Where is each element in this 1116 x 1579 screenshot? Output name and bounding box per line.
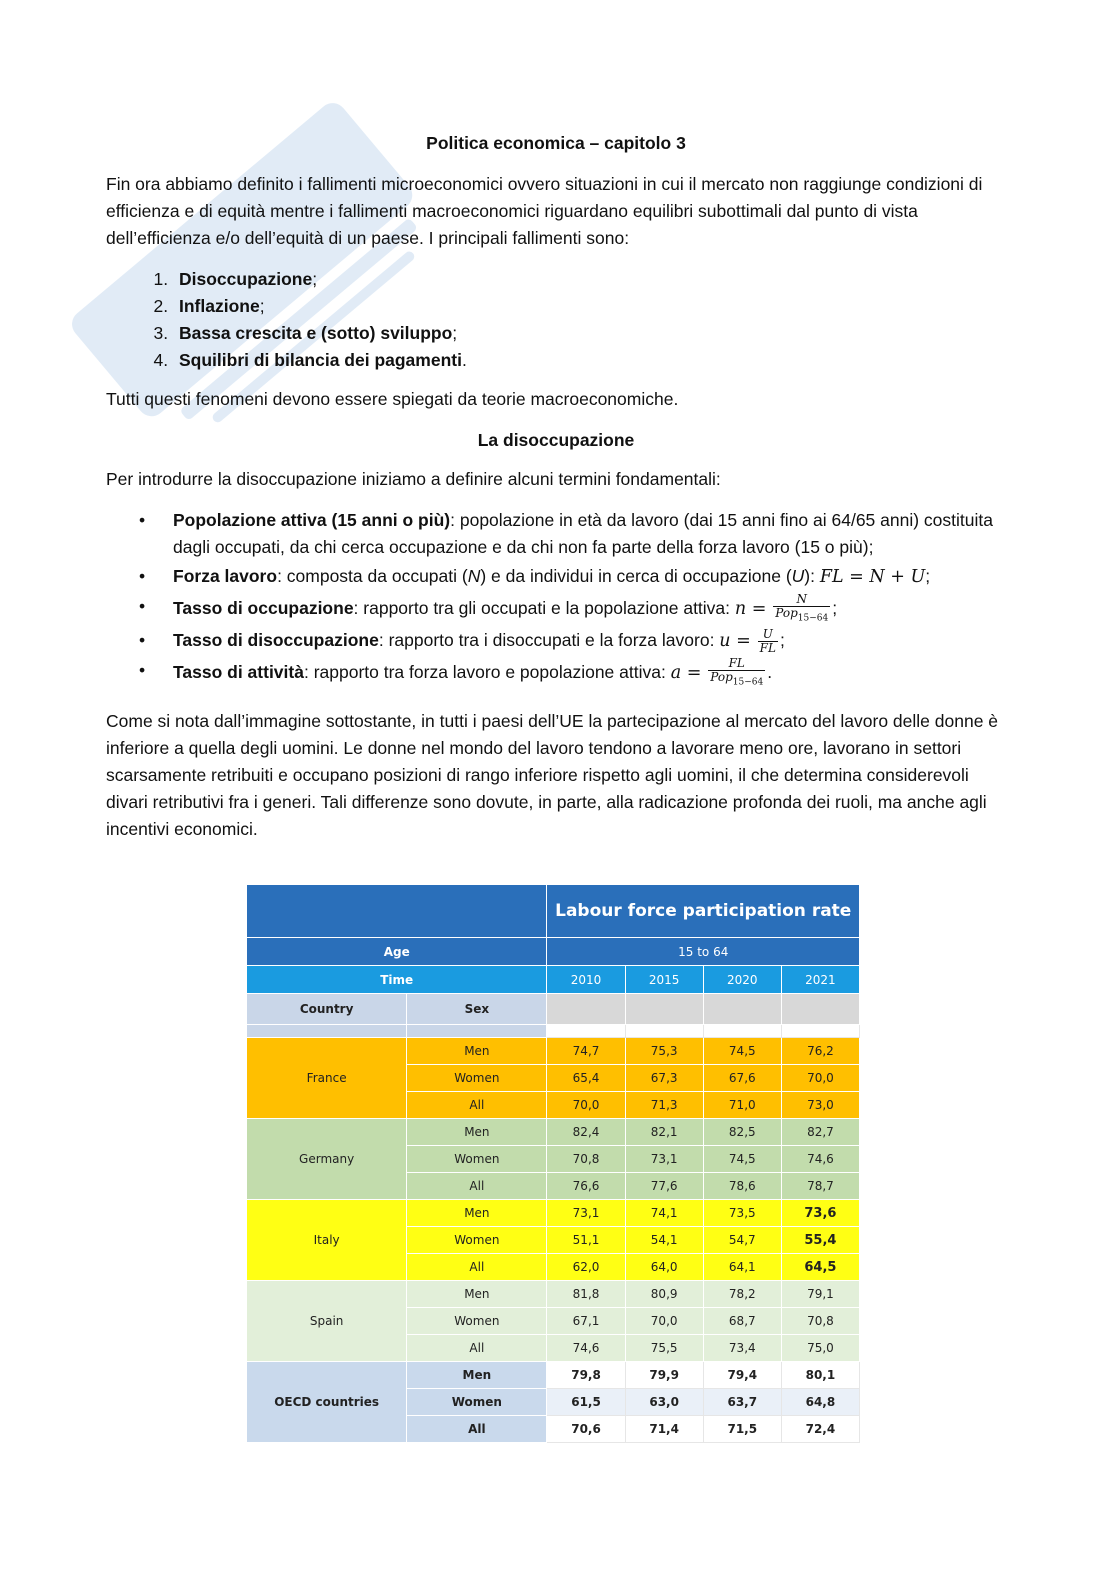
time-label: Time (247, 966, 547, 994)
value-cell: 74,1 (625, 1200, 703, 1227)
year-header: 2010 (547, 966, 625, 994)
value-cell: 64,8 (781, 1389, 859, 1416)
value-cell: 74,6 (547, 1335, 625, 1362)
value-cell: 82,4 (547, 1119, 625, 1146)
participation-table (246, 884, 860, 1443)
value-cell: 74,6 (781, 1146, 859, 1173)
value-cell: 51,1 (547, 1227, 625, 1254)
sex-cell: All (407, 1254, 547, 1281)
value-cell: 78,6 (703, 1173, 781, 1200)
country-header: Country (247, 994, 407, 1025)
value-cell: 76,6 (547, 1173, 625, 1200)
def-popolazione-attiva: • Popolazione attiva (15 anni o più): popolazione in età da lavoro (dai 15 anni fino ai 64/65 anni) costituita dagli occupati, da chi cerca occupazione e da chi non fa parte della forza lavoro (15 o più); (106, 507, 1006, 561)
value-cell: 73,0 (781, 1092, 859, 1119)
value-cell: 64,0 (625, 1254, 703, 1281)
table-row (247, 1200, 860, 1227)
bullet-icon: • (139, 596, 146, 616)
sex-cell: Women (407, 1227, 547, 1254)
sex-cell: Men (407, 1038, 547, 1065)
country-cell: Italy (247, 1200, 407, 1281)
sex-cell: Men (407, 1200, 547, 1227)
value-cell: 75,5 (625, 1335, 703, 1362)
value-cell: 71,3 (625, 1092, 703, 1119)
value-cell: 65,4 (547, 1065, 625, 1092)
value-cell: 61,5 (547, 1389, 625, 1416)
def-forza-lavoro: • Forza lavoro: composta da occupati (N) e da individui in cerca di occupazione (U): FL = N + U; (106, 563, 1006, 591)
value-cell: 80,1 (781, 1362, 859, 1389)
value-cell: 67,3 (625, 1065, 703, 1092)
value-cell: 70,0 (547, 1092, 625, 1119)
list-item: 1. Disoccupazione; (173, 266, 1006, 293)
value-cell: 75,3 (625, 1038, 703, 1065)
sex-header: Sex (407, 994, 547, 1025)
value-cell: 70,0 (625, 1308, 703, 1335)
value-cell: 82,7 (781, 1119, 859, 1146)
document-page (106, 130, 1006, 857)
year-header: 2015 (625, 966, 703, 994)
value-cell: 64,1 (703, 1254, 781, 1281)
year-header: 2020 (703, 966, 781, 994)
value-cell: 64,5 (781, 1254, 859, 1281)
value-cell: 73,1 (625, 1146, 703, 1173)
value-cell: 70,0 (781, 1065, 859, 1092)
value-cell: 75,0 (781, 1335, 859, 1362)
failures-list (106, 266, 1006, 374)
value-cell: 68,7 (703, 1308, 781, 1335)
sex-cell: Women (407, 1389, 547, 1416)
value-cell: 73,5 (703, 1200, 781, 1227)
value-cell: 78,7 (781, 1173, 859, 1200)
value-cell: 63,0 (625, 1389, 703, 1416)
sex-cell: All (407, 1335, 547, 1362)
bullet-icon: • (139, 660, 146, 681)
spacer-cell (703, 1025, 781, 1038)
spacer-cell (547, 1025, 625, 1038)
fraction: $\frac{FL}{Pop_{15-64}}$ (710, 656, 764, 688)
page-title: Politica economica – capitolo 3 (426, 133, 686, 153)
value-cell: 63,7 (703, 1389, 781, 1416)
list-item: 3. Bassa crescita e (sotto) sviluppo; (173, 320, 1006, 347)
sex-cell: Men (407, 1119, 547, 1146)
value-cell: 72,4 (781, 1416, 859, 1443)
section-title: La disoccupazione (477, 430, 635, 450)
country-cell: France (247, 1038, 407, 1119)
value-cell: 62,0 (547, 1254, 625, 1281)
formula: FL = N + U (819, 567, 926, 587)
list-item: 2. Inflazione; (173, 293, 1006, 320)
table-row (247, 1119, 860, 1146)
value-cell: 81,8 (547, 1281, 625, 1308)
def-tasso-occupazione: • Tasso di occupazione: rapporto tra gli occupati e la popolazione attiva: n = $\frac{N}{Pop_{15-64}}$ ; (139, 592, 838, 624)
table-title: Labour force participation rate (547, 885, 860, 938)
closing-paragraph: Come si nota dall’immagine sottostante, in tutti i paesi dell’UE la partecipazione al mercato del lavoro delle donne è inferiore a quella degli uomini. Le donne nel mondo del lavoro tendono a lavorare meno ore, lavorano in settori scarsamente retribuiti e occupano posizioni di rango inferiore rispetto agli uomini, il che determina considerevoli divari retributivi fra i generi. Tali differenze sono dovute, in parte, alla radicazione profonda dei ruoli, ma anche agli incentivi economici. (106, 710, 999, 839)
table-row (247, 1362, 860, 1389)
spacer-cell (625, 1025, 703, 1038)
header-cell (625, 994, 703, 1025)
bullet-icon: • (139, 566, 146, 586)
bullet-icon: • (139, 630, 146, 651)
header-cell (547, 994, 625, 1025)
value-cell: 71,5 (703, 1416, 781, 1443)
value-cell: 71,4 (625, 1416, 703, 1443)
sex-cell: Women (407, 1308, 547, 1335)
header-cell (781, 994, 859, 1025)
value-cell: 74,5 (703, 1146, 781, 1173)
bullet-icon: • (139, 510, 146, 530)
value-cell: 79,4 (703, 1362, 781, 1389)
year-header: 2021 (781, 966, 859, 994)
value-cell: 77,6 (625, 1173, 703, 1200)
value-cell: 74,7 (547, 1038, 625, 1065)
value-cell: 70,8 (781, 1308, 859, 1335)
value-cell: 79,8 (547, 1362, 625, 1389)
value-cell: 71,0 (703, 1092, 781, 1119)
value-cell: 76,2 (781, 1038, 859, 1065)
header-cell (703, 994, 781, 1025)
value-cell: 82,1 (625, 1119, 703, 1146)
value-cell: 73,1 (547, 1200, 625, 1227)
definitions-list (106, 507, 1006, 690)
list-item: 4. Squilibri di bilancia dei pagamenti. (173, 347, 1006, 374)
age-label: Age (247, 938, 547, 966)
fraction: $\frac{U}{FL}$ (759, 627, 776, 656)
header-blank (247, 885, 547, 938)
spacer-cell (781, 1025, 859, 1038)
sex-cell: All (407, 1092, 547, 1119)
country-cell: Spain (247, 1281, 407, 1362)
sex-cell: All (407, 1416, 547, 1443)
sex-cell: Women (407, 1065, 547, 1092)
value-cell: 73,4 (703, 1335, 781, 1362)
country-cell: Germany (247, 1119, 407, 1200)
sex-cell: All (407, 1173, 547, 1200)
value-cell: 54,1 (625, 1227, 703, 1254)
sex-cell: Men (407, 1362, 547, 1389)
def-tasso-attivita: • Tasso di attività: rapporto tra forza lavoro e popolazione attiva: a = $\frac{FL}{Pop_{15-64}}$ . (139, 656, 773, 688)
age-value: 15 to 64 (547, 938, 860, 966)
fraction: $\frac{N}{Pop_{15-64}}$ (775, 592, 829, 624)
value-cell: 78,2 (703, 1281, 781, 1308)
value-cell: 74,5 (703, 1038, 781, 1065)
section-intro: Per introdurre la disoccupazione iniziamo a definire alcuni termini fondamentali: (106, 469, 721, 489)
spacer-cell (247, 1025, 407, 1038)
value-cell: 67,6 (703, 1065, 781, 1092)
value-cell: 80,9 (625, 1281, 703, 1308)
value-cell: 55,4 (781, 1227, 859, 1254)
def-tasso-disoccupazione: • Tasso di disoccupazione: rapporto tra i disoccupati e la forza lavoro: u = $\frac{U}{FL}$ ; (139, 627, 785, 656)
value-cell: 67,1 (547, 1308, 625, 1335)
value-cell: 70,6 (547, 1416, 625, 1443)
sex-cell: Women (407, 1146, 547, 1173)
table-row (247, 1038, 860, 1065)
value-cell: 70,8 (547, 1146, 625, 1173)
country-cell: OECD countries (247, 1362, 407, 1443)
sex-cell: Men (407, 1281, 547, 1308)
intro-paragraph: Fin ora abbiamo definito i fallimenti microeconomici ovvero situazioni in cui il mercato non raggiunge condizioni di efficienza e di equità mentre i fallimenti macroeconomici riguardano equilibri subottimali dal punto di vista dell’efficienza e/o dell’equità di un paese. I principali fallimenti sono: (106, 174, 983, 248)
value-cell: 79,9 (625, 1362, 703, 1389)
spacer-cell (407, 1025, 547, 1038)
after-list-paragraph: Tutti questi fenomeni devono essere spiegati da teorie macroeconomiche. (106, 389, 679, 409)
value-cell: 54,7 (703, 1227, 781, 1254)
table-row (247, 1281, 860, 1308)
value-cell: 82,5 (703, 1119, 781, 1146)
value-cell: 79,1 (781, 1281, 859, 1308)
value-cell: 73,6 (781, 1200, 859, 1227)
